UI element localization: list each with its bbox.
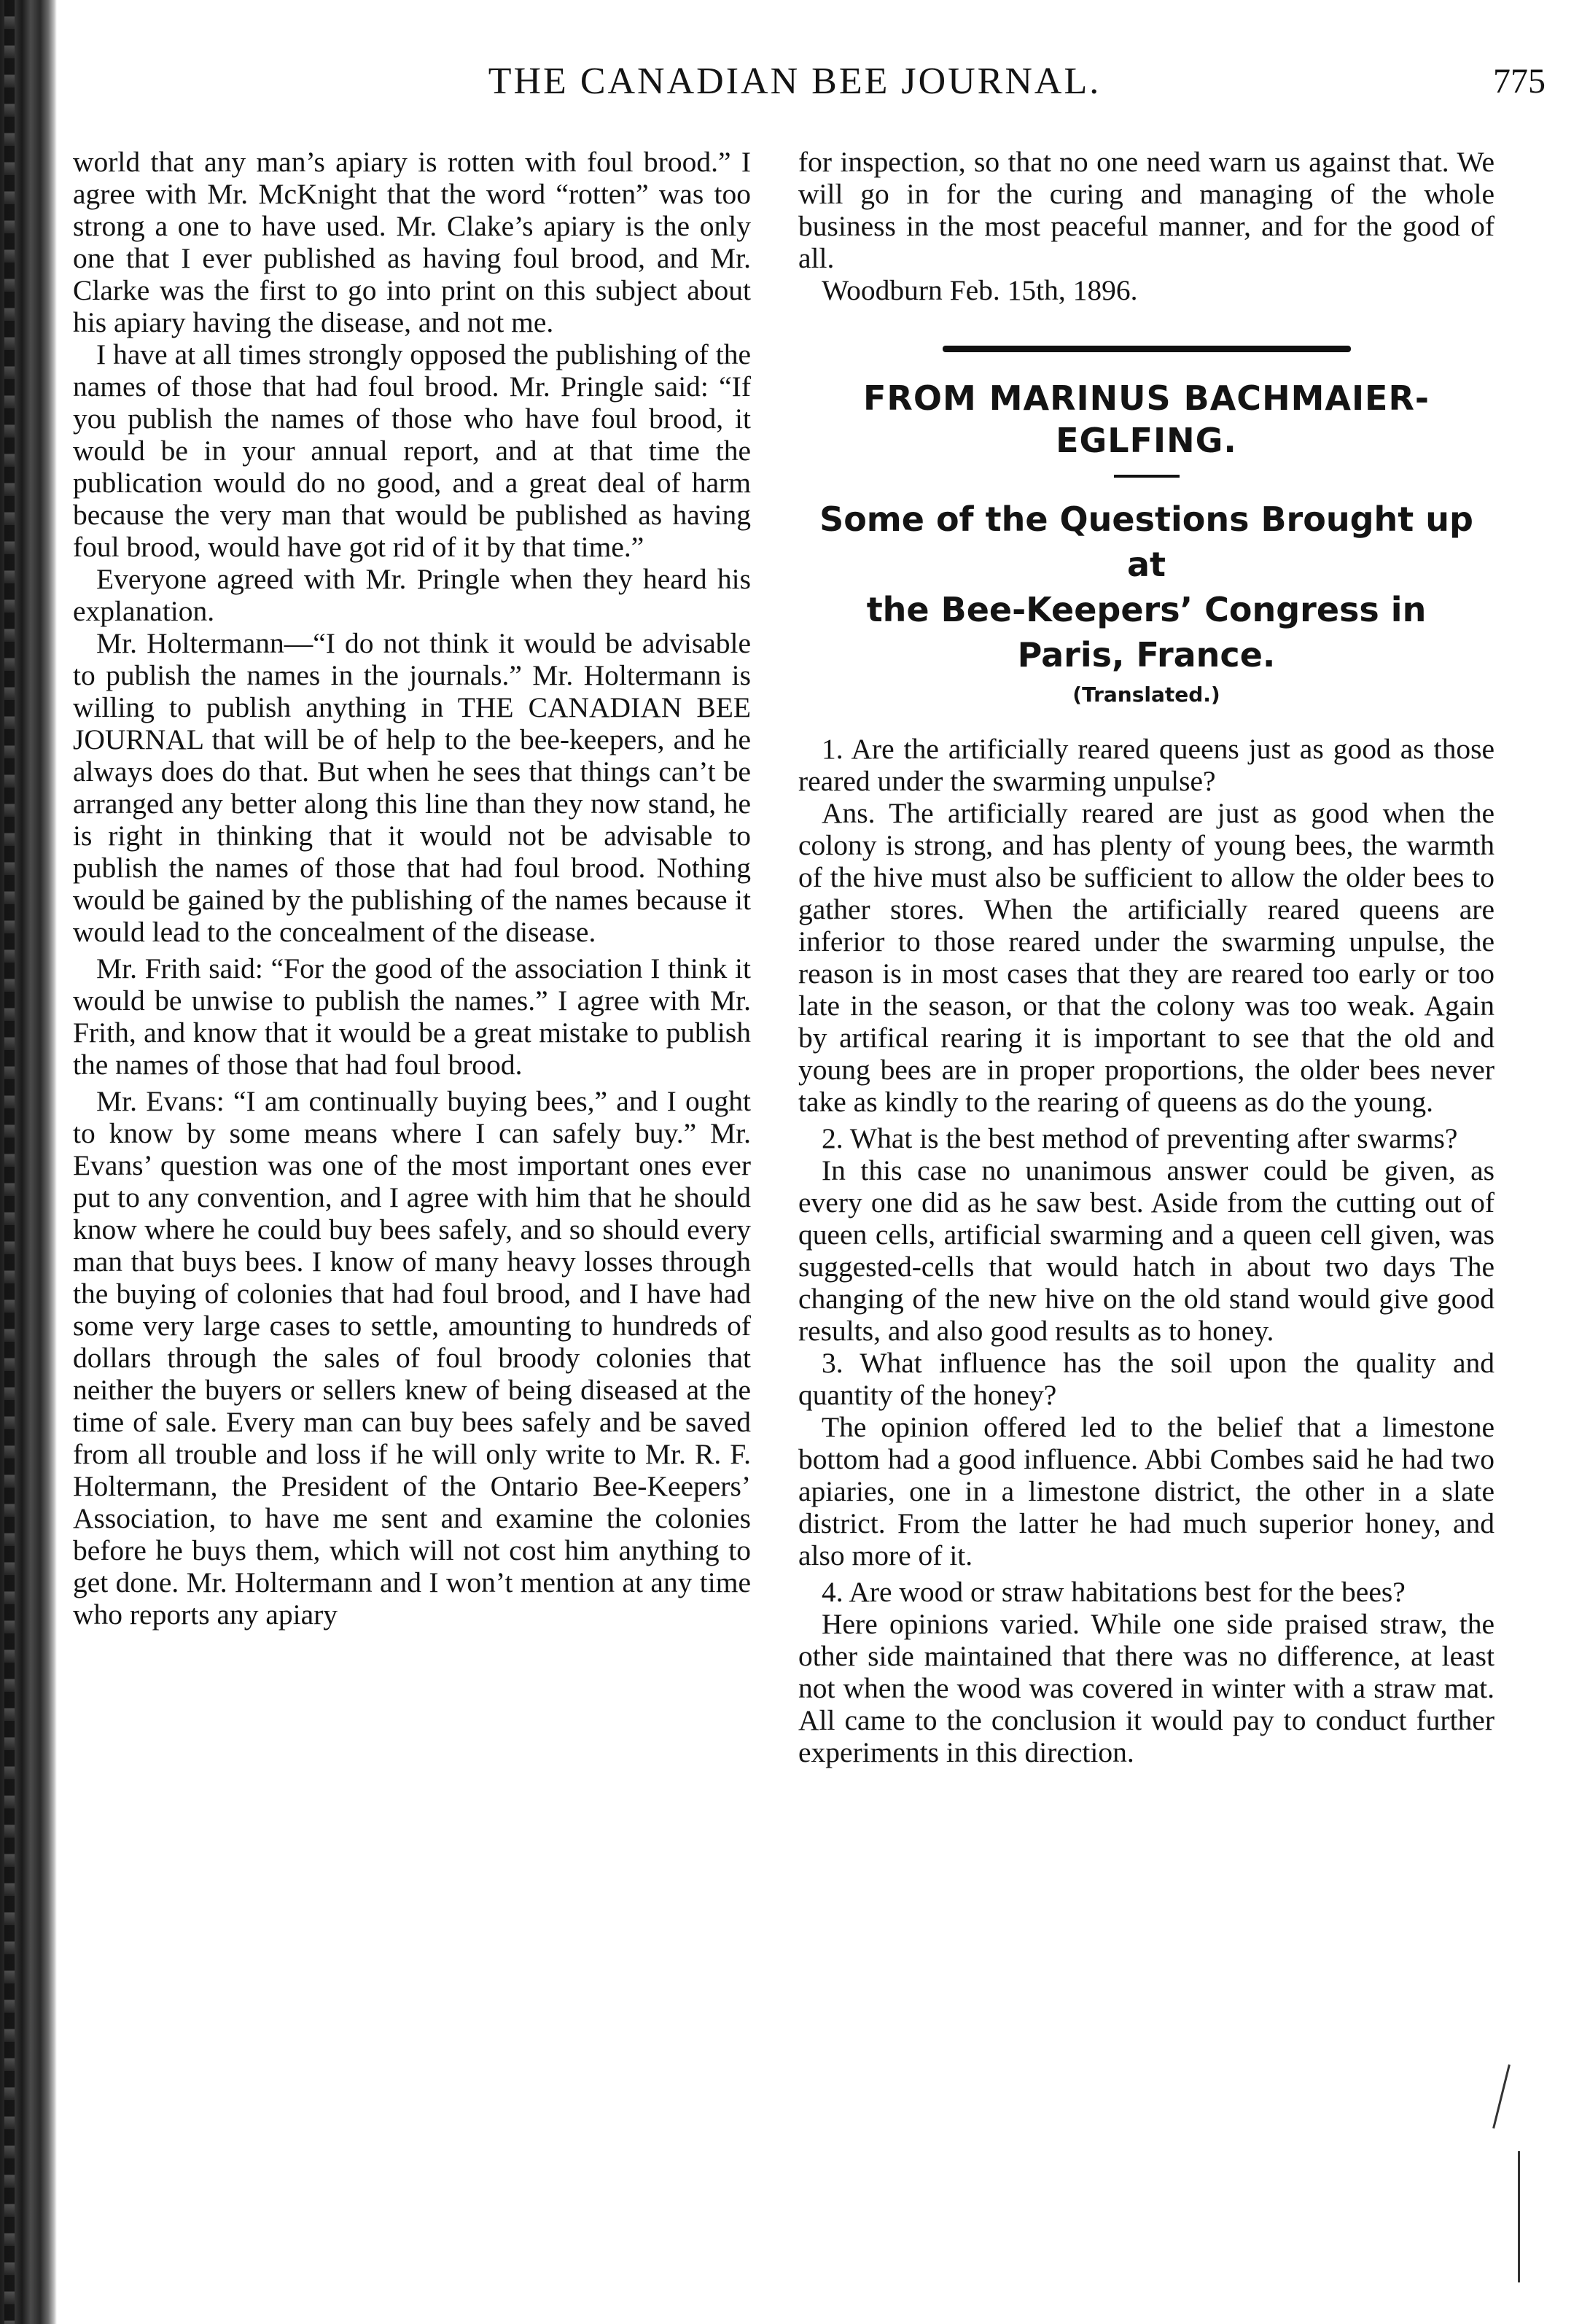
subheading-line: Some of the Questions Brought up at [819, 500, 1473, 584]
subheading-line: Paris, France. [1017, 635, 1276, 675]
left-column [73, 146, 751, 1631]
question: 2. What is the best method of preventing after swarms? [822, 1122, 1458, 1154]
margin-stroke [1492, 2064, 1511, 2129]
answer: The opinion offered led to the belief that a limestone bottom had a good influence. Abbi Combes said he had two apiaries, one in a limestone district, the other in a slate district. From the latter he had much superior honey, and also more of it. [798, 1411, 1494, 1571]
paragraph: Mr. Holtermann—“I do not think it would be advisable to publish the names in the journals.” Mr. Holtermann is willing to publish anything in THE CANADIAN BEE JOURNAL that will be of help to the bee-keepers, and he always does do that. But when he sees that things can’t be arranged any better along this line than they now stand, he is right in thinking that it would not be advisable to publish the names of those that had foul brood. Nothing would be gained by the publishing of the names because it would lead to the concealment of the disease. [73, 627, 751, 948]
running-title: THE CANADIAN BEE JOURNAL. [488, 61, 1102, 102]
question: 4. Are wood or straw habitations best for the bees? [822, 1576, 1406, 1608]
answer: In this case no unanimous answer could be given, as every one did as he saw best. Aside from the cutting out of queen cells, artificial swarming and a queen cell given, was suggested-cells that would hatch in about two days The changing of the new hive on the old stand would give good results, and also good results as to honey. [798, 1154, 1494, 1347]
translated-note: (Translated.) [1072, 683, 1220, 707]
subheading-line: the Bee-Keepers’ Congress in [866, 590, 1427, 629]
article-heading-line: EGLFING. [1056, 421, 1237, 460]
question: 1. Are the artificially reared queens just as good as those reared under the swarming unpulse? [798, 733, 1494, 797]
answer: Here opinions varied. While one side praised straw, the other side maintained that there was no difference, at least not when the wood was covered in winter with a straw mat. All came to the conclusion it would pay to conduct further experiments in this direction. [798, 1608, 1494, 1768]
margin-stroke [1518, 2151, 1520, 2282]
binding-shadow [4, 0, 15, 2324]
page-number: 775 [1493, 62, 1546, 101]
qa-list [798, 733, 1494, 1768]
paragraph: Mr. Frith said: “For the good of the association I think it would be unwise to publish the names.” I agree with Mr. Frith, and know that it would be a great mistake to publish the names of those that had foul brood. [73, 952, 751, 1081]
article-heading [798, 377, 1494, 462]
question: 3. What influence has the soil upon the quality and quantity of the honey? [798, 1347, 1494, 1411]
binding-gutter [0, 0, 57, 2324]
paragraph: Mr. Evans: “I am continually buying bees,” and I ought to know by some means where I can safely buy.” Mr. Evans’ question was one of the most important ones ever put to any convention, and I agree with him that he should know where he could buy bees safely, and so should every man that buys bees. I know of many heavy losses through the buying of colonies that had foul brood, and I have had some very large cases to settle, amounting to hundreds of dollars through the sales of foul broody colonies that neither the buyers or sellers knew of being diseased at the time of sale. Every man can buy bees safely and be saved from all trouble and loss if he will only write to Mr. R. F. Holtermann, the President of the Ontario Bee-Keepers’ Association, to have me sent and examine the colonies before he buys them, which will not cost him anything to get done. Mr. Holtermann and I won’t mention at any time who reports any apiary [73, 1085, 751, 1631]
answer: Ans. The artificially reared are just as good when the colony is strong, and has plenty of young bees, the warmth of the hive must also be sufficient to allow the older bees to gather stores. When the artificially reared queens are inferior to those reared under the swarming unpulse, the reason is in most cases that they are reared too early or too late in the season, or that the colony was too weak. Again by artifical rearing it is important to see that the old and young bees are in proper proportions, the older bees never take as kindly to the rearing of queens as do the young. [798, 797, 1494, 1118]
heading-divider [1114, 475, 1180, 478]
paragraph: for inspection, so that no one need warn us against that. We will go in for the curing and managing of the whole business in the most peaceful manner, and for the good of all. [798, 146, 1494, 274]
right-column [798, 146, 1494, 1768]
page-header [66, 45, 1546, 102]
section-rule [943, 346, 1351, 352]
paragraph: world that any man’s apiary is rotten with foul brood.” I agree with Mr. McKnight that the word “rotten” was too strong a one to have used. Mr. Clake’s apiary is the only one that I ever published as having foul brood, and Mr. Clarke was the first to go into print on this subject about his apiary having the disease, and not me. [73, 146, 751, 338]
article-heading-line: FROM MARINUS BACHMAIER- [863, 378, 1430, 418]
paragraph: Everyone agreed with Mr. Pringle when they heard his explanation. [73, 563, 751, 627]
dateline: Woodburn Feb. 15th, 1896. [822, 274, 1138, 306]
paragraph: I have at all times strongly opposed the publishing of the names of those that had foul brood. Mr. Pringle said: “If you publish the names of those who have foul brood, it would be in your annual report, and at that time the publication would do no good, and a great deal of harm because the very man that would be published as having foul brood, would have got rid of it by that time.” [73, 338, 751, 563]
article-subheading [798, 497, 1494, 677]
